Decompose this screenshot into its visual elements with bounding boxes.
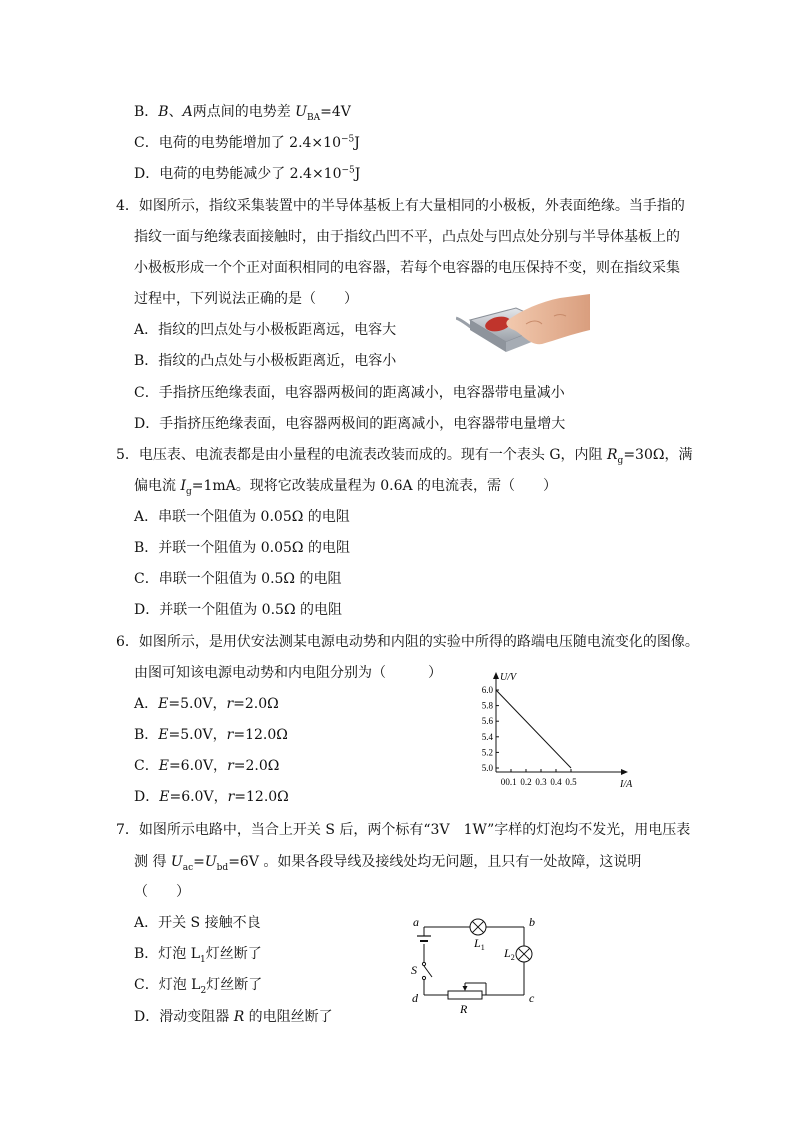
x-tick-label: 0.4	[550, 777, 562, 787]
node-a-label: a	[413, 915, 419, 929]
node-b-label: b	[529, 915, 535, 929]
y-tick-label: 5.4	[481, 731, 493, 742]
q7-stem-line-1: 7．如图所示电路中，当合上开关 S 后，两个标有“3V 1W”字样的灯泡均不发光，用电压表	[116, 822, 691, 838]
node-d-label: d	[412, 991, 418, 1005]
switch-S-label: S	[411, 963, 417, 977]
q7-option-b: B．灯泡 $L_1$灯丝断了	[134, 946, 262, 965]
x-tick-label: 0.5	[565, 777, 577, 787]
q3-option-b: B．B、A两点间的电势差 $U_{BA}=4V$	[134, 104, 351, 123]
q4-option-b: B．指纹的凸点处与小极板距离近，电容小	[134, 353, 397, 369]
q3-option-d: D．电荷的电势能减少了 $2.4\times 10^{-5}J$	[134, 165, 361, 182]
q5-option-b: B．并联一个阻值为 0.05Ω 的电阻	[134, 540, 350, 556]
node-c-label: c	[529, 991, 535, 1005]
q4-stem-line-3: 小极板形成一个个正对面积相同的电容器，若每个电容器的电压保持不变，则在指纹采集	[134, 260, 680, 276]
q6-stem-line-2: 由图可知该电源电动势和内电阻分别为（ ）	[134, 665, 442, 681]
rheostat-R-icon	[448, 983, 486, 999]
u-i-graph	[470, 668, 640, 792]
x-axis-label: I/A	[620, 779, 633, 790]
y-tick-label: 5.2	[481, 747, 493, 758]
q7-stem-line-3: （ ）	[134, 884, 190, 900]
y-axis-label: U/V	[500, 672, 517, 683]
q6-option-a: A．E=5.0V，r=2.0Ω	[134, 696, 279, 712]
lamp-L2-label: $L_2$	[504, 946, 515, 962]
q6-option-d: D．E=6.0V，r=12.0Ω	[134, 789, 289, 805]
lamp-L1-label: $L_1$	[474, 936, 485, 952]
q4-stem-line-4: 过程中，下列说法正确的是（ ）	[134, 291, 358, 307]
y-tick-label: 5.0	[481, 763, 493, 773]
fingerprint-scanner-figure	[456, 290, 590, 356]
q4-option-c: C．手指挤压绝缘表面，电容器两极间的距离减小，电容器带电量减小	[134, 385, 565, 401]
q5-stem-line-2: 偏电流 $I_g=1mA$。现将它改装成量程为 0.6A 的电流表，需（ ）	[134, 478, 558, 497]
q7-stem-line-2: 测 得 $U_{ac}=U_{bd}=6V$ 。如果各段导线及接线处均无问题，且只有一处故障，这说明	[134, 854, 642, 873]
x-tick-label: 0.3	[535, 777, 547, 787]
q4-option-a: A．指纹的凹点处与小极板距离远，电容大	[134, 322, 397, 338]
y-tick-label: 6.0	[481, 685, 493, 695]
q5-option-d: D．并联一个阻值为 0.5Ω 的电阻	[134, 602, 342, 618]
q7-option-a: A．开关 S 接触不良	[134, 915, 261, 931]
y-axis-arrow	[493, 672, 499, 679]
rheostat-R-label: R	[460, 1002, 468, 1016]
lamp-L2-icon	[516, 946, 532, 962]
q6-stem-line-1: 6．如图所示，是用伏安法测某电源电动势和内阻的实验中所得的路端电压随电流变化的图像。	[116, 634, 699, 650]
q5-stem-line-1: 5．电压表、电流表都是由小量程的电流表改装而成的。现有一个表头 G，内阻 $R_g=30\Omega$，满	[116, 447, 693, 466]
y-tick-label: 5.8	[481, 700, 493, 711]
q6-option-c: C．E=6.0V，r=2.0Ω	[134, 758, 280, 774]
circuit-diagram	[408, 914, 548, 1020]
switch-S	[424, 966, 432, 977]
x-tick-label: 0.1	[505, 777, 517, 787]
q4-stem-line-2: 指纹一面与绝缘表面接触时，由于指纹凸凹不平，凸点处与凹点处分别与半导体基板上的	[134, 229, 680, 245]
q3-option-c: C．电荷的电势能增加了 $2.4\times 10^{-5}J$	[134, 134, 360, 151]
x-axis-arrow	[621, 769, 628, 775]
q4-stem-line-1: 4．如图所示，指纹采集装置中的半导体基板上有大量相同的小极板，外表面绝缘。当手指的	[116, 198, 685, 214]
y-tick-label: 5.6	[481, 716, 493, 727]
q5-option-c: C．串联一个阻值为 0.5Ω 的电阻	[134, 571, 342, 587]
x-tick-label: 0	[500, 777, 506, 787]
q7-option-d: D．滑动变阻器 R 的电阻丝断了	[134, 1009, 333, 1025]
u-i-series-line	[496, 690, 571, 768]
q6-option-b: B．E=5.0V，r=12.0Ω	[134, 727, 288, 743]
q4-option-d: D．手指挤压绝缘表面，电容器两极间的距离减小，电容器带电量增大	[134, 416, 566, 432]
x-tick-label: 0.2	[520, 777, 532, 787]
q7-option-c: C．灯泡 $L_2$灯丝断了	[134, 977, 263, 996]
q5-option-a: A．串联一个阻值为 0.05Ω 的电阻	[134, 509, 350, 525]
lamp-L1-icon	[470, 919, 486, 935]
